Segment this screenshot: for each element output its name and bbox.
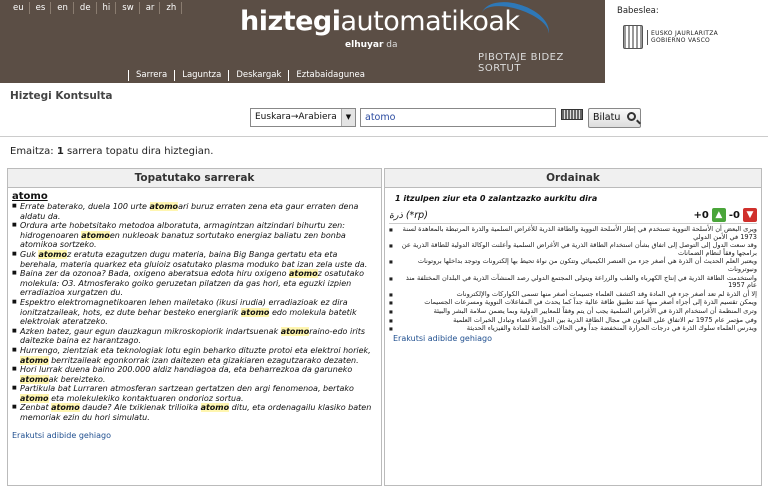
entries-panel: [7, 168, 382, 486]
list-item: وقد سعت الدول إلى التوصل إلى اتفاق بشأن استخدام الطاقة الذرية في الأغراض السلمية وأعلنت الوكالة الدولية للطاقة الذرية عن برامجها وفقاً لنظام الضمانات ■: [389, 242, 757, 257]
result-count: 1: [56, 146, 64, 157]
sponsor-panel: [605, 0, 768, 83]
translation-count: 1 itzulpen ziur eta 0 zalantzazko aurkitu dira: [395, 194, 598, 203]
logo-bold: hiztegi: [240, 6, 341, 37]
list-item: وترى المنظمة أن استخدام الذرة في الأغراض السلمية يجب أن يتم وفقاً للمعايير الدولية وبما يضمن سلامة البشر والبيئة ■: [389, 308, 757, 316]
lang-zh[interactable]: zh: [161, 2, 182, 14]
result-prefix: Emaitza:: [10, 146, 57, 157]
entries-header: Topatutako sarrerak: [8, 169, 381, 188]
translation-word[interactable]: ذرة (*rp): [389, 209, 428, 221]
example-list: [12, 202, 377, 423]
brand-suffix: da: [383, 40, 398, 50]
government-line-1: EUSKO JAURLARITZA: [651, 29, 719, 37]
lang-es[interactable]: es: [31, 2, 52, 14]
lang-ar[interactable]: ar: [141, 2, 161, 14]
list-item: ■ Espektro elektromagnetikoaren lehen mailetako (ikusi irudia) erradiazioak ez dira ionitzatzaileak, hots, ez dute behar besteko energiarik atomo edo molekula batetik elektroiak ateratzeko.: [12, 298, 377, 327]
government-text: [647, 30, 718, 45]
list-item: ويرى البعض أن الأسلحة النووية تستخدم في إطار الأسلحة النووية والطاقة الذرية للأغراض السلمية والذرة المرتبطة بالمعاهدة لسنة 1973 في الأمن الدولي ■: [389, 226, 757, 241]
list-item: ■ Errate baterako, duela 100 urte atomoari buruz erraten zena eta gaur erraten dena aldatu da.: [12, 202, 377, 221]
government-line-2: GOBIERNO VASCO: [651, 37, 711, 44]
list-item: ■ Guk atomoz eratuta ezagutzen dugu materia, baina Big Banga gertatu eta eta berehala, materia quarkez eta gluioiz osatutako plasma moduko bat izan zela uste da.: [12, 250, 377, 269]
result-suffix: sarrera topatu dira hiztegian.: [63, 146, 214, 157]
list-item: واستخدمت الطاقة الذرية في إنتاج الكهرباء والطب والزراعة ويتولى المجتمع الدولي رصد المنشآت الذرية في البلدان المختلفة منذ عام 1957 ■: [389, 275, 757, 290]
menu-item-eztabaidagunea[interactable]: Eztabaidagunea: [288, 70, 372, 81]
logo-thin: automatikoak: [340, 6, 520, 37]
site-logo[interactable]: [240, 6, 520, 37]
translations-panel: [384, 168, 762, 486]
direction-value: Euskara→Arabiera: [255, 112, 337, 122]
list-item: ■ Hurrengo, zientziak eta teknologiak lotu egin beharko dituzte protoi eta elektroi horiek, atomo berritzaileak egonkorrak izan daitezen eta gizakiaren ezagutzarako dezaten.: [12, 346, 377, 365]
list-item: ■ Azken batez, gaur egun dauzkagun mikroskopiorik indartsuenak atomoraino-edo irits daitezke baina ez harantzago.: [12, 327, 377, 346]
magnifier-icon: [627, 112, 636, 121]
shield-icon: [623, 25, 643, 49]
list-item: ■ Partikula bat Lurraren atmosferan sartzean gertatzen den argi fenomenoa, bertako atomo eta molekulekiko kontaktuaren ondorioz sortua.: [12, 384, 377, 403]
menu-item-sarrera[interactable]: Sarrera: [128, 70, 174, 81]
list-item: ■ Hori lurrak duena baino 200.000 aldiz handiagoa da, eta beharrezkoa da garuneko atomoak bereizteko.: [12, 365, 377, 384]
site-header: [0, 0, 605, 83]
downvote-count: -0: [728, 209, 740, 221]
search-button[interactable]: [588, 108, 641, 128]
direction-select[interactable]: [250, 108, 356, 127]
list-item: ويمكن تقسيم الذرة إلى أجزاء أصغر منها عند تطبيق طاقة عالية جداً كما يحدث في المفاعلات النووية ومسرعات الجسيمات ■: [389, 299, 757, 307]
list-item: ويعتبر العلم الحديث أن الذرة هي أصغر جزء من العنصر الكيميائي وتتكون من نواة تحيط بها إلكترونات وتوجد بداخلها بروتونات ونيوترونات ■: [389, 258, 757, 273]
page-title: Hiztegi Kontsulta: [10, 90, 113, 102]
list-item: ■ Baina zer da ozonoa? Bada, oxigeno aberatsua edota hiru oxigeno atomoz osatutako molekula: O3. Atmosferako goiko geruzetan pilatzen da gas hori, eta eguzki izpien erradiazioa xurgatzen du.: [12, 269, 377, 298]
lang-hi[interactable]: hi: [98, 2, 117, 14]
lang-eu[interactable]: eu: [8, 2, 30, 14]
search-bar: [0, 105, 768, 137]
entry-word[interactable]: atomo: [12, 191, 48, 202]
more-examples-link[interactable]: Erakutsi adibide gehiago: [393, 333, 492, 343]
vote-controls: [694, 208, 757, 222]
sponsor-label: Babeslea:: [617, 6, 659, 16]
tagline: PIBOTAJE BIDEZ SORTUT: [478, 52, 564, 74]
search-input[interactable]: atomo: [360, 108, 556, 127]
menu-item-deskargak[interactable]: Deskargak: [228, 70, 288, 81]
list-item: وفي مؤتمر عام 1975 تم الاتفاق على التعاون في مجال الطاقة الذرية بين الدول الأعضاء وتبادل الخبرات العلمية ■: [389, 317, 757, 325]
translations-header: Ordainak: [385, 169, 761, 188]
list-item: ويدرس العلماء سلوك الذرة في درجات الحرارة المنخفضة جداً وفي الحالات الخاصة للمادة والفيزياء الحديثة ■: [389, 325, 757, 333]
list-item: ■ Ordura arte hobetsitako metodoa alboratuta, armagintzan aitzindari bihurtu zen: hidrogenoaren atomoen nukleoak banatuz sortutako energiaz baliatu zen bonba atomikoa sortzeko.: [12, 221, 377, 250]
result-summary: [10, 146, 213, 157]
lang-en[interactable]: en: [52, 2, 74, 14]
translation-row: [389, 207, 757, 224]
upvote-count: +0: [693, 209, 709, 221]
thumbs-down-icon[interactable]: ▼: [743, 208, 757, 222]
brand-label: [345, 40, 397, 50]
more-examples-link[interactable]: Erakutsi adibide gehiago: [12, 430, 111, 440]
language-bar: [8, 2, 182, 14]
main-menu: [128, 70, 372, 81]
lang-sw[interactable]: sw: [117, 2, 139, 14]
thumbs-up-icon[interactable]: ▲: [712, 208, 726, 222]
menu-item-laguntza[interactable]: Laguntza: [174, 70, 228, 81]
search-button-label: Bilatu: [593, 112, 621, 123]
brand-name: elhuyar: [345, 40, 384, 50]
chevron-down-icon: ▼: [341, 109, 355, 126]
virtual-keyboard-icon[interactable]: [561, 109, 583, 120]
lang-de[interactable]: de: [75, 2, 97, 14]
government-logo[interactable]: [623, 24, 763, 50]
list-item: إلا أن الذرة لم تعد أصغر جزء في المادة وقد اكتشف العلماء جسيمات أصغر منها تسمى الكواركات والإلكترونات ■: [389, 291, 757, 299]
list-item: ■ Zenbat atomo daude? Ale txikienak trilioika atomo ditu, eta ordenagailu klasiko baten memoriak ezin du hori simulatu.: [12, 403, 377, 422]
